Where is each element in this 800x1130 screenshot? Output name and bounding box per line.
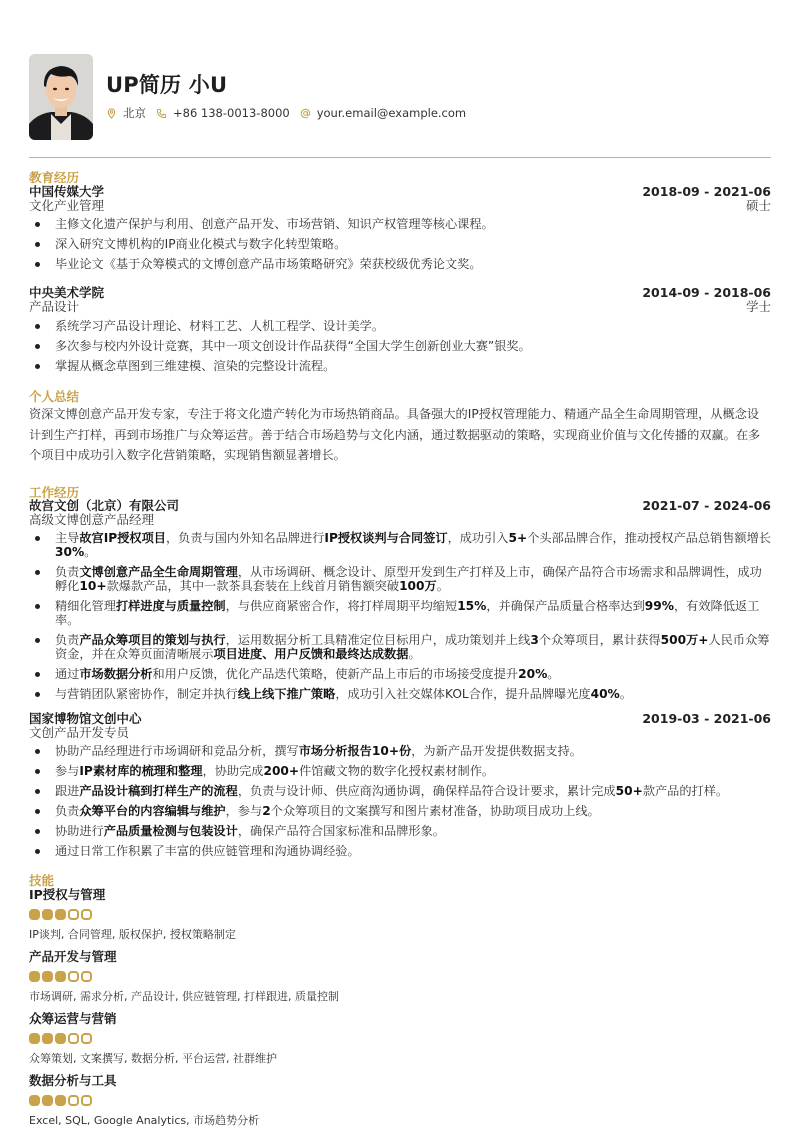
highlight-text: 市场分析报告10+份 [298, 744, 412, 758]
email-text[interactable]: your.email@example.com [316, 106, 467, 120]
list-item: 协助产品经理进行市场调研和竞品分析，撰写市场分析报告10+份，为新产品开发提供数据支持。 [29, 744, 771, 758]
education-bullets-1 [29, 217, 771, 277]
company-name: 故宫文创（北京）有限公司 [29, 498, 180, 513]
list-item: 协助进行产品质量检测与包装设计，确保产品符合国家标准和品牌形象。 [29, 824, 771, 838]
education-entry-2 [29, 286, 771, 314]
skill-item [29, 1074, 429, 1127]
highlight-text: 市场数据分析 [79, 667, 153, 681]
rating-dot-empty-icon [81, 1095, 92, 1106]
contact-phone [156, 106, 290, 120]
highlight-text: 50+ [615, 784, 643, 798]
highlight-text: 500万+ [660, 633, 709, 647]
highlight-text: 5+ [508, 531, 528, 545]
summary-text: 资深文博创意产品开发专家，专注于将文化遗产转化为市场热销商品。具备强大的IP授权管理能力、精通产品全生命周期管理，从概念设计到生产打样，再到市场推广与众筹运营。善于结合市场趋势与文化内涵，通过数据驱动的策略，实现商业价值与文化传播的双赢。在多个项目中成功引入数字化营销策略，实现销售额显著增长。 [29, 407, 761, 462]
rating-dot-filled-icon [29, 1095, 40, 1106]
rating-dot-filled-icon [42, 1033, 53, 1044]
rating-dot-filled-icon [55, 1033, 66, 1044]
highlight-text: 3 [530, 633, 539, 647]
major: 文化产业管理 [29, 198, 105, 213]
rating-dot-filled-icon [55, 1095, 66, 1106]
skill-name: 数据分析与工具 [29, 1073, 117, 1088]
phone-text: +86 138-0013-8000 [173, 106, 290, 120]
highlight-text: IP素材库的梳理和整理 [79, 764, 203, 778]
highlight-text: 40% [590, 687, 620, 701]
skill-rating [29, 909, 429, 920]
highlight-text: 众筹平台的内容编辑与维护 [79, 804, 226, 818]
education-bullets-2 [29, 319, 771, 379]
education-entry-1 [29, 185, 771, 213]
rating-dot-empty-icon [68, 971, 79, 982]
highlight-text: 15% [457, 599, 487, 613]
list-item: 精细化管理打样进度与质量控制，与供应商紧密合作，将打样周期平均缩短15%，并确保产品质量合格率达到99%，有效降低返工率。 [29, 599, 771, 627]
highlight-text: 打样进度与质量控制 [115, 599, 226, 613]
skill-item [29, 888, 429, 941]
major: 产品设计 [29, 299, 80, 314]
degree: 硕士 [745, 198, 771, 213]
rating-dot-empty-icon [81, 909, 92, 920]
highlight-text: 文博创意产品全生命周期管理 [79, 565, 238, 579]
skill-rating [29, 1095, 429, 1106]
resume-header [29, 54, 476, 140]
skill-item [29, 950, 429, 1003]
rating-dot-filled-icon [42, 971, 53, 982]
date-range: 2018-09 - 2021-06 [642, 184, 771, 199]
degree: 学士 [745, 299, 771, 314]
rating-dot-empty-icon [81, 971, 92, 982]
highlight-text: 30% [55, 545, 85, 559]
highlight-text: 10+ [79, 579, 107, 593]
work-entry-1 [29, 499, 771, 527]
location-text: 北京 [123, 106, 146, 120]
list-item: 与营销团队紧密协作，制定并执行线上线下推广策略，成功引入社交媒体KOL合作，提升品牌曝光度40%。 [29, 687, 771, 701]
skill-name: 产品开发与管理 [29, 949, 117, 964]
highlight-text: 故宫IP授权项目 [79, 531, 166, 545]
skill-tags: IP谈判, 合同管理, 版权保护, 授权策略制定 [29, 928, 236, 941]
highlight-text: 产品质量检测与包装设计 [103, 824, 238, 838]
skill-tags: 市场调研, 需求分析, 产品设计, 供应链管理, 打样跟进, 质量控制 [29, 990, 339, 1003]
work-entry-2 [29, 712, 771, 740]
section-title-skills: 技能 [29, 873, 55, 888]
list-item: 多次参与校内外设计竞赛，其中一项文创设计作品获得“全国大学生创新创业大赛”银奖。 [29, 339, 771, 353]
highlight-text: 99% [644, 599, 674, 613]
highlight-text: 线上线下推广策略 [237, 687, 336, 701]
work-bullets-2 [29, 744, 771, 864]
rating-dot-filled-icon [29, 1033, 40, 1044]
rating-dot-filled-icon [42, 1095, 53, 1106]
skill-rating [29, 971, 429, 982]
rating-dot-empty-icon [68, 909, 79, 920]
rating-dot-filled-icon [42, 909, 53, 920]
date-range: 2021-07 - 2024-06 [642, 498, 771, 513]
map-pin-icon [106, 108, 117, 119]
job-role: 高级文博创意产品经理 [29, 512, 155, 527]
rating-dot-empty-icon [68, 1033, 79, 1044]
at-sign-icon [300, 108, 311, 119]
date-range: 2019-03 - 2021-06 [642, 711, 771, 726]
rating-dot-empty-icon [81, 1033, 92, 1044]
phone-icon [156, 108, 167, 119]
skill-rating [29, 1033, 429, 1044]
date-range: 2014-09 - 2018-06 [642, 285, 771, 300]
contact-info [106, 105, 476, 121]
list-item: 跟进产品设计稿到打样生产的流程，负责与设计师、供应商沟通协调，确保样品符合设计要求，累计完成50+款产品的打样。 [29, 784, 771, 798]
list-item: 系统学习产品设计理论、材料工艺、人机工程学、设计美学。 [29, 319, 771, 333]
avatar-photo-icon [29, 54, 93, 140]
skill-name: 众筹运营与营销 [29, 1011, 117, 1026]
contact-email [300, 106, 466, 120]
company-name: 国家博物馆文创中心 [29, 711, 142, 726]
job-role: 文创产品开发专员 [29, 725, 130, 740]
highlight-text: IP授权谈判与合同签订 [324, 531, 448, 545]
list-item: 通过市场数据分析和用户反馈，优化产品迭代策略，使新产品上市后的市场接受度提升20%。 [29, 667, 771, 681]
rating-dot-filled-icon [55, 971, 66, 982]
skill-tags: Excel, SQL, Google Analytics, 市场趋势分析 [29, 1114, 260, 1127]
skill-item [29, 1012, 429, 1065]
rating-dot-filled-icon [29, 909, 40, 920]
list-item: 参与IP素材库的梳理和整理，协助完成200+件馆藏文物的数字化授权素材制作。 [29, 764, 771, 778]
list-item: 深入研究文博机构的IP商业化模式与数字化转型策略。 [29, 237, 771, 251]
highlight-text: 项目进度、用户反馈和最终达成数据 [213, 647, 409, 661]
avatar [29, 54, 93, 140]
highlight-text: 100万 [399, 579, 437, 593]
school-name: 中央美术学院 [29, 285, 105, 300]
list-item: 主导故宫IP授权项目，负责与国内外知名品牌进行IP授权谈判与合同签订，成功引入5+个头部品牌合作，推动授权产品总销售额增长30%。 [29, 531, 771, 559]
header-divider [29, 157, 771, 158]
list-item: 通过日常工作积累了丰富的供应链管理和沟通协调经验。 [29, 844, 771, 858]
section-title-education: 教育经历 [29, 170, 80, 185]
highlight-text: 20% [518, 667, 548, 681]
list-item: 负责众筹平台的内容编辑与维护，参与2个众筹项目的文案撰写和图片素材准备，协助项目成功上线。 [29, 804, 771, 818]
highlight-text: 200+ [263, 764, 300, 778]
section-title-summary: 个人总结 [29, 389, 80, 404]
list-item: 主修文化遗产保护与利用、创意产品开发、市场营销、知识产权管理等核心课程。 [29, 217, 771, 231]
skill-tags: 众筹策划, 文案撰写, 数据分析, 平台运营, 社群维护 [29, 1052, 277, 1065]
work-bullets-1 [29, 531, 771, 707]
rating-dot-empty-icon [68, 1095, 79, 1106]
highlight-text: 产品设计稿到打样生产的流程 [79, 784, 238, 798]
rating-dot-filled-icon [55, 909, 66, 920]
highlight-text: 产品众筹项目的策划与执行 [79, 633, 226, 647]
list-item: 毕业论文《基于众筹模式的文博创意产品市场策略研究》荣获校级优秀论文奖。 [29, 257, 771, 271]
school-name: 中国传媒大学 [29, 184, 105, 199]
skill-name: IP授权与管理 [29, 887, 106, 902]
contact-location [106, 105, 146, 121]
list-item: 掌握从概念草图到三维建模、渲染的完整设计流程。 [29, 359, 771, 373]
rating-dot-filled-icon [29, 971, 40, 982]
section-title-work: 工作经历 [29, 485, 80, 500]
list-item: 负责文博创意产品全生命周期管理，从市场调研、概念设计、原型开发到生产打样及上市，确保产品符合市场需求和品牌调性，成功孵化10+款爆款产品，其中一款茶具套装在上线首月销售额突破100万。 [29, 565, 771, 593]
candidate-name: UP简历 小U [106, 73, 228, 97]
highlight-text: 2 [262, 804, 271, 818]
list-item: 负责产品众筹项目的策划与执行，运用数据分析工具精准定位目标用户，成功策划并上线3个众筹项目，累计获得500万+人民币众筹资金，并在众筹页面清晰展示项目进度、用户反馈和最终达成数据。 [29, 633, 771, 661]
